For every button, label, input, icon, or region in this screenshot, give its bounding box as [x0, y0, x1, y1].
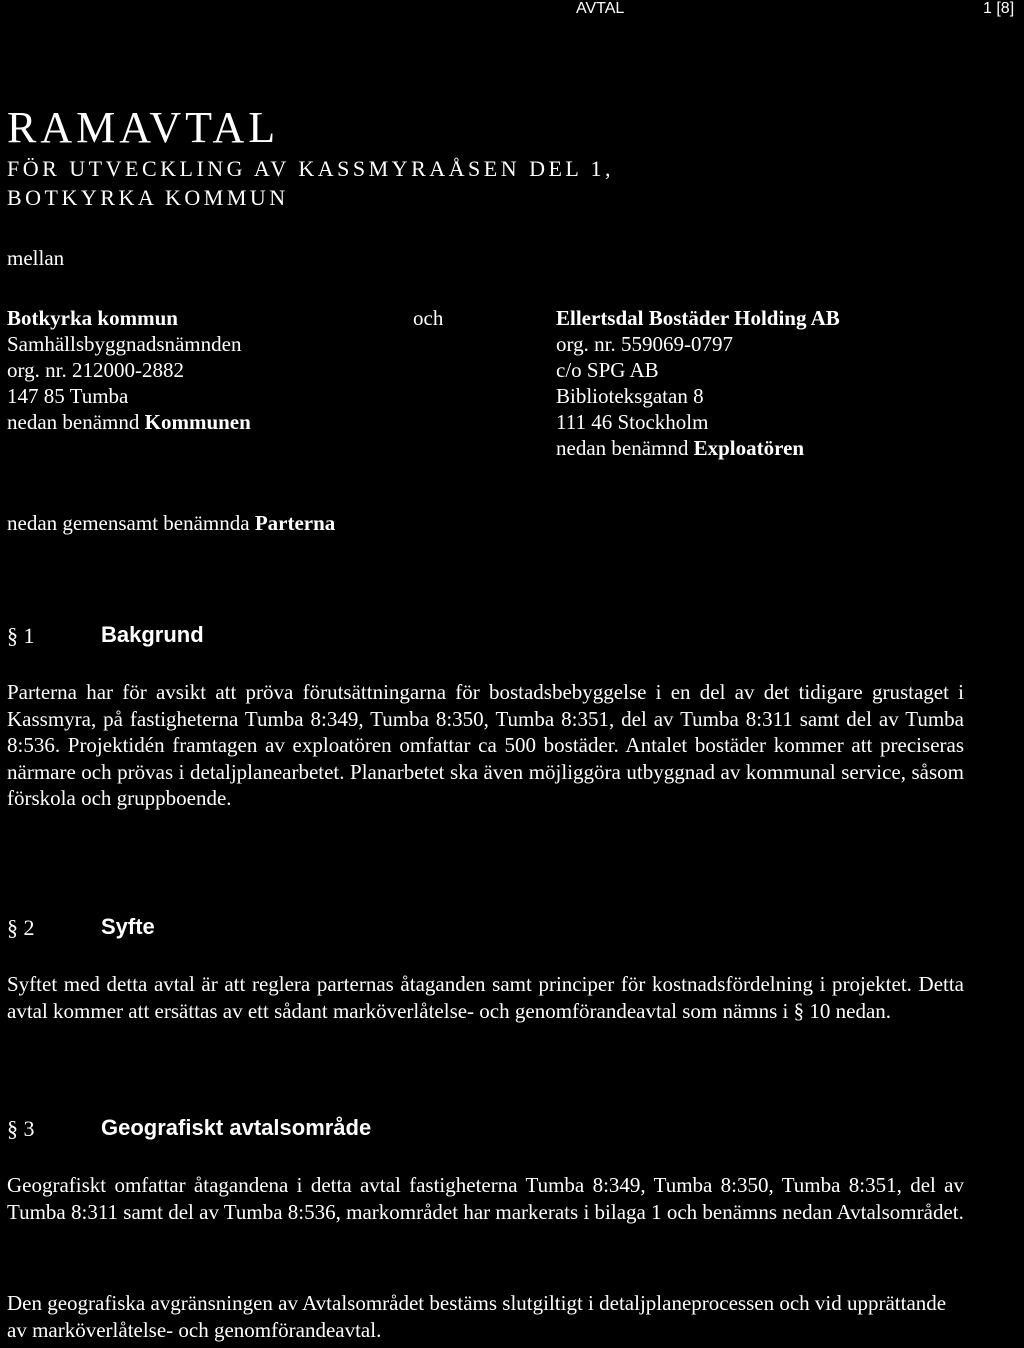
section-2-number: § 2	[7, 915, 35, 940]
between-label: mellan	[7, 246, 65, 270]
section-3-title: Geografiskt avtalsområde	[101, 1115, 372, 1140]
designation-prefix: nedan benämnd	[556, 436, 694, 460]
section-1-number: § 1	[7, 623, 35, 648]
joint-term-parterna: Parterna	[254, 511, 336, 535]
party-kommun	[7, 305, 251, 435]
section-3-paragraph-2: Den geografiska avgränsningen av Avtalsområdet bestäms slutgiltigt i detaljplaneprocessen och vid upprättande av marköverlåtelse- och genomförandeavtal.	[7, 1291, 947, 1342]
party-exploator-org-number: org. nr. 559069-0797	[556, 332, 733, 356]
party-exploator-street: Biblioteksgatan 8	[556, 384, 704, 408]
document-type-label: AVTAL	[576, 0, 625, 17]
joint-designation	[7, 510, 335, 536]
page-number: 1 [8]	[983, 0, 1015, 17]
party-exploator-co: c/o SPG AB	[556, 358, 659, 382]
section-2-title: Syfte	[101, 914, 155, 939]
section-3-paragraph-1: Geografiskt omfattar åtagandena i detta avtal fastigheterna Tumba 8:349, Tumba 8:350, Tumba 8:351, del av Tumba 8:311 samt del av Tumba 8:536, markområdet har markerats i bilaga 1 och benämns nedan Avtalsområdet.	[7, 1173, 964, 1224]
document-subtitle-line1: FÖR UTVECKLING AV KASSMYRAÅSEN DEL 1,	[7, 156, 615, 181]
document-title: RAMAVTAL	[7, 103, 280, 152]
section-1-title: Bakgrund	[101, 622, 204, 647]
designation-term-exploatoren: Exploatören	[693, 436, 805, 460]
party-kommun-authority: Samhällsbyggnadsnämnden	[7, 332, 242, 356]
party-kommun-address: 147 85 Tumba	[7, 384, 129, 408]
and-label: och	[413, 306, 444, 330]
party-exploator-city: 111 46 Stockholm	[556, 410, 709, 434]
designation-prefix: nedan benämnd	[7, 410, 145, 434]
section-1-paragraph: Parterna har för avsikt att pröva förutsättningarna för bostadsbebyggelse i en del av det tidigare grustaget i Kassmyra, på fastigheterna Tumba 8:349, Tumba 8:350, Tumba 8:351, del av Tumba 8:311 samt del av Tumba 8:536. Projektidén framtagen av exploatören omfattar ca 500 bostäder. Antalet bostäder kommer att preciseras närmare och prövas i detaljplanearbetet. Planarbetet ska även möjliggöra utbyggnad av kommunal service, såsom förskola och gruppboende.	[7, 680, 964, 810]
document-subtitle-line2: BOTKYRKA KOMMUN	[7, 185, 289, 210]
party-exploator-name: Ellertsdal Bostäder Holding AB	[556, 306, 840, 330]
party-exploator	[556, 305, 840, 461]
section-2-paragraph: Syftet med detta avtal är att reglera parternas åtaganden samt principer för kostnadsfördelning i projektet. Detta avtal kommer att ersättas av ett sådant marköverlåtelse- och genomförandeavtal som nämns i § 10 nedan.	[7, 972, 964, 1023]
party-kommun-org-number: org. nr. 212000-2882	[7, 358, 184, 382]
party-kommun-name: Botkyrka kommun	[7, 306, 178, 330]
joint-prefix: nedan gemensamt benämnda	[7, 511, 255, 535]
party-exploator-designation	[556, 435, 840, 461]
party-kommun-designation	[7, 409, 251, 435]
section-3-number: § 3	[7, 1116, 35, 1141]
designation-term-kommunen: Kommunen	[144, 410, 251, 434]
